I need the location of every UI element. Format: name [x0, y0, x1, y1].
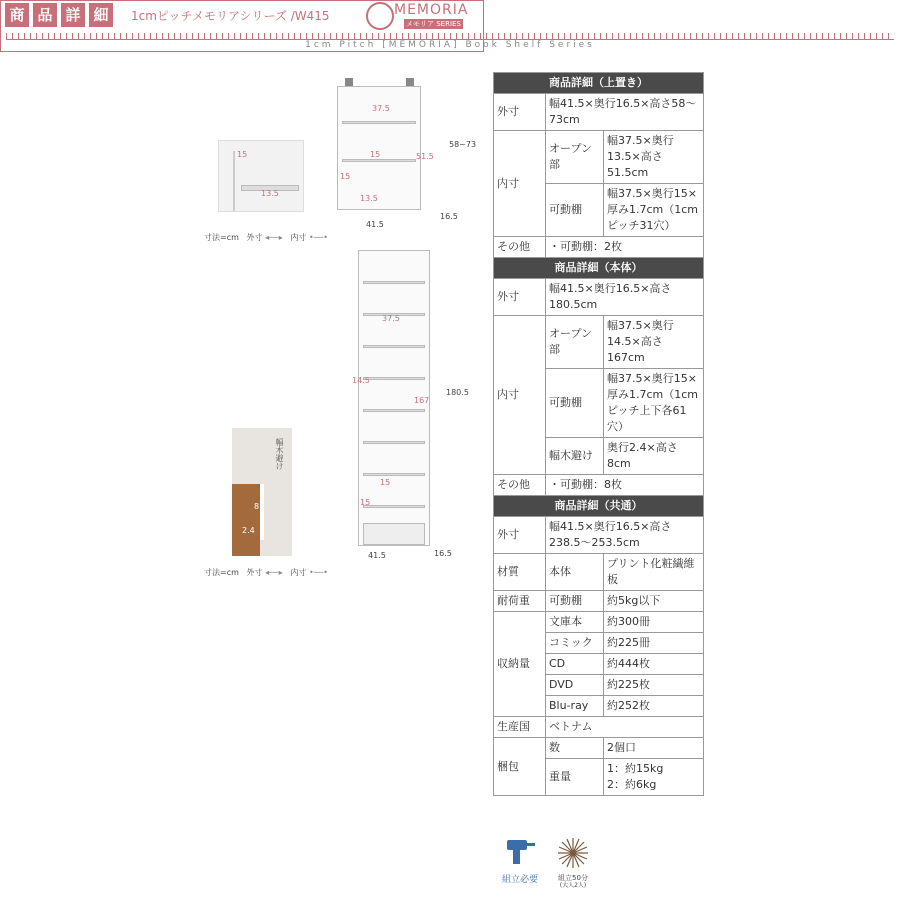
dim-label: 14.5 — [352, 376, 370, 385]
tension-rod-icon — [345, 78, 353, 86]
time-sub: (大人2人) — [559, 882, 587, 889]
row-value: 約444枚 — [604, 654, 704, 675]
row-value: 幅37.5×奥行15×厚み1.7cm（1cmピッチ31穴） — [604, 184, 704, 237]
row-value: 約225枚 — [604, 675, 704, 696]
dim-label: 58~73 — [449, 140, 477, 149]
row-value: 奥行2.4×高さ8cm — [604, 438, 704, 475]
title-char: 細 — [89, 3, 113, 27]
sub-label: 可動棚 — [546, 369, 604, 438]
row-label: 材質 — [494, 554, 546, 591]
inset-dim: 15 — [237, 150, 248, 159]
weight-line: 2：約6kg — [607, 778, 657, 791]
row-value: 約300冊 — [604, 612, 704, 633]
row-label: 外寸 — [494, 94, 546, 131]
legend-top: 寸法=cm 外寸 ◂──▸ 内寸 •──• — [204, 233, 329, 242]
page-header — [0, 0, 595, 52]
dim-label: 16.5 — [440, 212, 458, 221]
assembly-time — [548, 836, 598, 888]
row-value: 約252枚 — [604, 696, 704, 717]
dim-label: 37.5 — [382, 314, 400, 323]
series-subtitle: 1cmピッチメモリアシリーズ /W415 — [131, 9, 330, 23]
legend-unit: 寸法=cm — [204, 568, 239, 577]
row-value — [604, 759, 704, 796]
row-label: 内寸 — [494, 316, 546, 475]
row-value: 約225冊 — [604, 633, 704, 654]
dim-label: 167 — [414, 396, 430, 405]
row-value: 幅41.5×奥行16.5×高さ180.5cm — [546, 279, 704, 316]
row-label: 収納量 — [494, 612, 546, 717]
dim-label: 180.5 — [446, 388, 469, 397]
english-title: 1cm Pitch [MEMORIA] Book Shelf Series — [305, 40, 595, 50]
dim-label: 41.5 — [366, 220, 384, 229]
legend-body: 寸法=cm 外寸 ◂──▸ 内寸 •──• — [204, 568, 329, 577]
dim-label: 37.5 — [372, 104, 390, 113]
sub-label: 数 — [546, 738, 604, 759]
sub-label: DVD — [546, 675, 604, 696]
clock-burst-icon — [555, 836, 591, 870]
title-char: 商 — [5, 3, 29, 27]
memoria-logo-icon — [366, 2, 394, 30]
title-char: 詳 — [61, 3, 85, 27]
row-value: 2個口 — [604, 738, 704, 759]
section-header: 商品詳細（共通） — [494, 496, 704, 517]
row-label: 外寸 — [494, 517, 546, 554]
inset-dim: 8 — [254, 502, 260, 511]
assembly-required — [498, 836, 542, 886]
row-value: プリント化粧繊維板 — [604, 554, 704, 591]
legend-outer: 外寸 — [246, 568, 263, 577]
weight-line: 1：約15kg — [607, 762, 664, 775]
row-value: 幅37.5×奥行13.5×高さ51.5cm — [604, 131, 704, 184]
row-value: 幅41.5×奥行16.5×高さ238.5〜253.5cm — [546, 517, 704, 554]
tension-rod-icon — [406, 78, 414, 86]
dim-label: 15 — [340, 172, 351, 181]
dim-label: 51.5 — [416, 152, 434, 161]
section-header: 商品詳細（本体） — [494, 258, 704, 279]
row-label: その他 — [494, 237, 546, 258]
legend-outer: 外寸 — [246, 233, 263, 242]
inset-dim: 13.5 — [261, 189, 279, 198]
time-label: 組立50分 — [558, 874, 588, 882]
dim-label: 13.5 — [360, 194, 378, 203]
row-label: 生産国 — [494, 717, 546, 738]
sub-label: Blu-ray — [546, 696, 604, 717]
dim-label: 16.5 — [434, 549, 452, 558]
row-label: 内寸 — [494, 131, 546, 237]
sub-label: 幅木避け — [546, 438, 604, 475]
row-value: 約5kg以下 — [604, 591, 704, 612]
inset-photo-baseboard — [232, 428, 292, 556]
sub-label: CD — [546, 654, 604, 675]
dim-label: 41.5 — [368, 551, 386, 560]
sub-label: オープン部 — [546, 316, 604, 369]
ruler-decoration — [6, 33, 894, 40]
row-label: 耐荷重 — [494, 591, 546, 612]
row-label: 外寸 — [494, 279, 546, 316]
sub-label: 本体 — [546, 554, 604, 591]
dim-label: 15 — [380, 478, 391, 487]
row-value: 幅37.5×奥行14.5×高さ167cm — [604, 316, 704, 369]
row-value: ・可動棚：8枚 — [546, 475, 704, 496]
sub-label: 重量 — [546, 759, 604, 796]
legend-inner: 内寸 — [290, 233, 307, 242]
sub-label: 可動棚 — [546, 591, 604, 612]
baseboard-label: 幅木避け — [275, 438, 284, 470]
row-label: 梱包 — [494, 738, 546, 796]
section-header: 商品詳細（上置き） — [494, 73, 704, 94]
row-value: 幅37.5×奥行15×厚み1.7cm（1cmピッチ上下各61穴） — [604, 369, 704, 438]
row-label: その他 — [494, 475, 546, 496]
row-value: ベトナム — [546, 717, 704, 738]
row-value: ・可動棚：2枚 — [546, 237, 704, 258]
sub-label: オープン部 — [546, 131, 604, 184]
legend-unit: 寸法=cm — [204, 233, 239, 242]
logo-text: MEMORIA — [394, 2, 469, 18]
inset-dim: 2.4 — [242, 526, 255, 535]
inset-photo-top — [218, 140, 304, 212]
sub-label: 文庫本 — [546, 612, 604, 633]
drill-icon — [503, 836, 537, 868]
legend-inner: 内寸 — [290, 568, 307, 577]
title-char: 品 — [33, 3, 57, 27]
dim-label: 15 — [360, 498, 371, 507]
dim-label: 15 — [370, 150, 381, 159]
logo-subtext: メモリア SERIES — [406, 20, 461, 28]
sub-label: 可動棚 — [546, 184, 604, 237]
row-value: 幅41.5×奥行16.5×高さ58〜73cm — [546, 94, 704, 131]
assembly-label: 組立必要 — [501, 875, 538, 885]
sub-label: コミック — [546, 633, 604, 654]
spec-table — [493, 72, 704, 796]
